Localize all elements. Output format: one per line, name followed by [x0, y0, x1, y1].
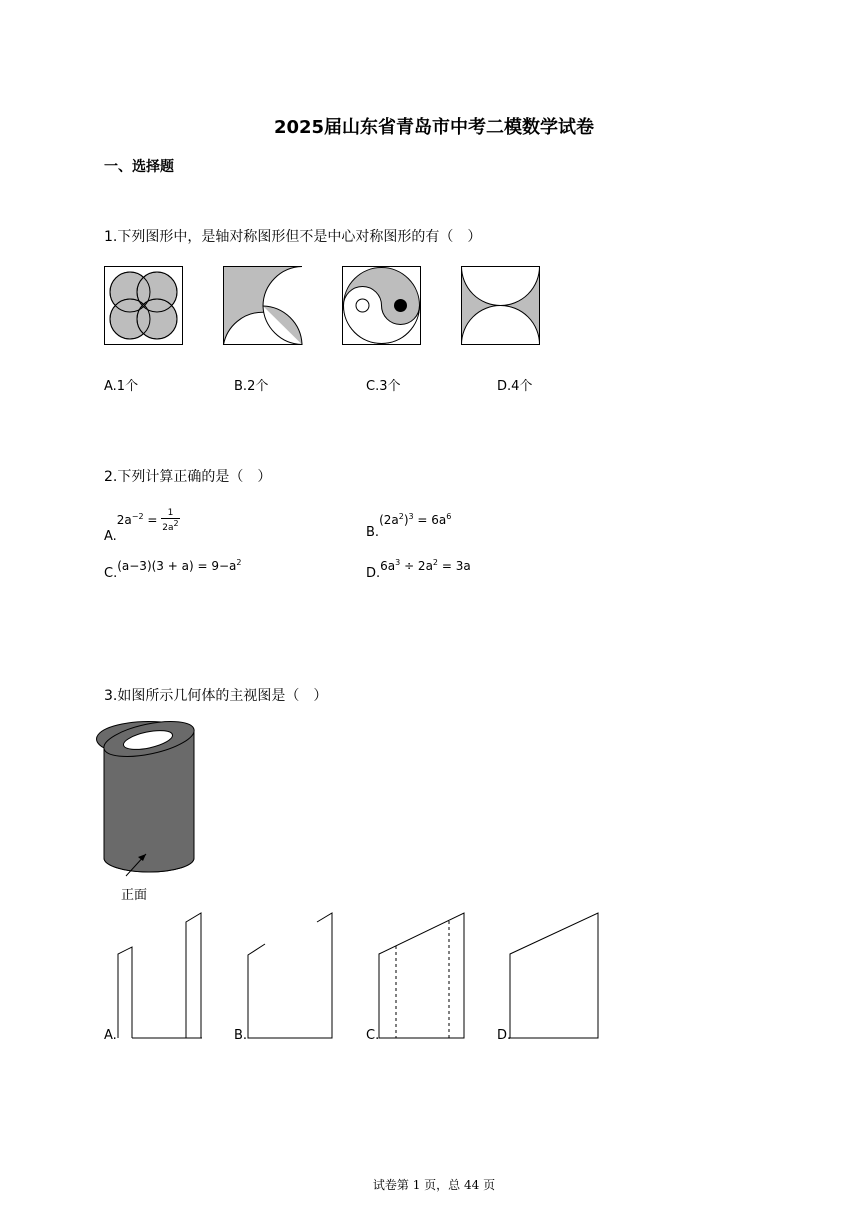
option-letter: A.	[104, 529, 117, 544]
view-option-a-shape	[114, 910, 206, 1040]
option-letter: C.	[104, 566, 118, 581]
q1-option-a[interactable]	[104, 375, 138, 394]
q3-option-b[interactable]: B.	[234, 1028, 248, 1043]
q3-option-c[interactable]: C.	[366, 1028, 380, 1043]
option-letter: B.	[366, 525, 380, 540]
option-letter: C.	[366, 379, 380, 394]
view-option-b-shape	[245, 910, 337, 1040]
page-footer: 试卷第 1 页，总 44 页	[372, 1178, 496, 1192]
view-option-c-shape	[376, 910, 468, 1040]
q1-option-b[interactable]	[234, 375, 268, 394]
figure-quarter-arcs	[223, 266, 303, 346]
q3-option-a[interactable]: A.	[104, 1028, 117, 1043]
expression-a: $2a^{-2}$ = $\frac{1}{2a^2}$	[116, 508, 179, 533]
figure-hollow-cylinder	[100, 718, 200, 878]
section-heading: 一、选择题	[104, 159, 174, 175]
q1-option-d[interactable]	[497, 375, 532, 394]
page-title: 2025届山东省青岛市中考二模数学试卷	[273, 117, 595, 138]
q2-option-b[interactable]	[366, 512, 452, 540]
option-text: 3个	[379, 379, 401, 394]
q2-option-a[interactable]	[104, 508, 180, 544]
expression-b: $(2a^2)^3 = 6a^6$	[379, 512, 452, 527]
expression-c: $(a-3)(3 + a) = 9-a^2$	[117, 558, 242, 573]
option-letter: D.	[497, 379, 512, 394]
option-letter: D.	[366, 566, 381, 581]
figure-yin-yang	[342, 266, 422, 346]
front-label: 正面	[121, 888, 148, 903]
figure-semicircle-arches	[461, 266, 541, 346]
question-2-stem: 2.下列计算正确的是（ ）	[104, 469, 272, 485]
q2-option-c[interactable]	[104, 558, 242, 581]
q2-option-d[interactable]	[366, 558, 471, 581]
question-3-stem: 3.如图所示几何体的主视图是（ ）	[104, 688, 328, 704]
q3-option-d[interactable]: D.	[497, 1028, 512, 1043]
option-letter: B.	[234, 379, 248, 394]
question-1-stem: 1.下列图形中，是轴对称图形但不是中心对称图形的有（ ）	[104, 229, 482, 245]
option-text: 2个	[247, 379, 269, 394]
figure-four-petal-circles	[104, 266, 184, 346]
view-option-d-shape	[507, 910, 603, 1040]
option-letter: A.	[104, 379, 117, 394]
expression-d: $6a^3 \div 2a^2 = 3a$	[380, 558, 471, 573]
q1-option-c[interactable]	[366, 375, 401, 394]
option-text: 1个	[116, 379, 139, 394]
option-text: 4个	[511, 379, 533, 394]
